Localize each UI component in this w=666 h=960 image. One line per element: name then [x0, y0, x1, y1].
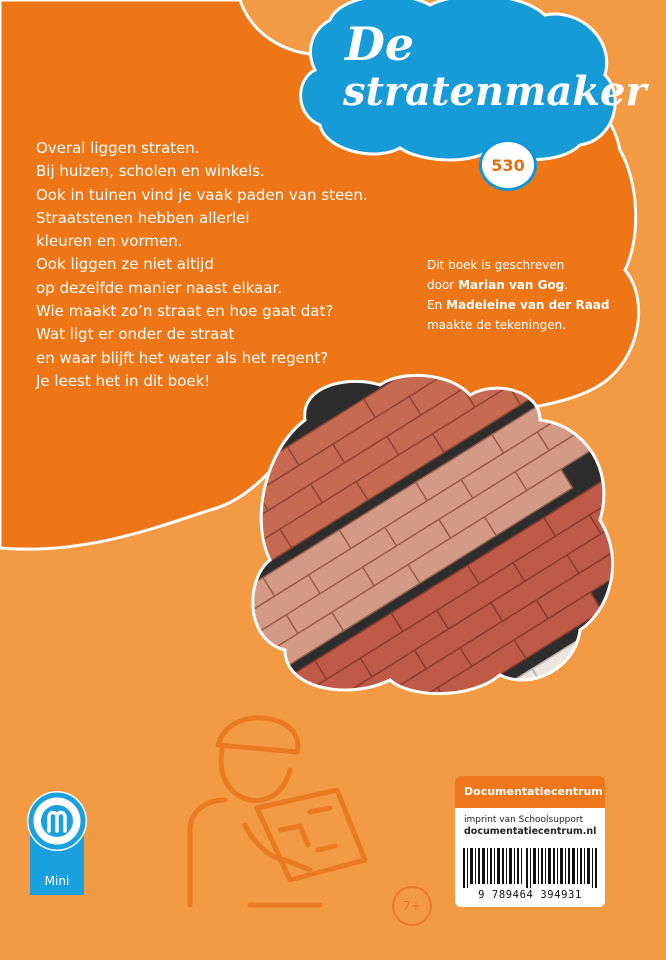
- title-line-1: De: [345, 17, 415, 71]
- series-logo: [26, 775, 88, 895]
- blurb-line: Straatstenen hebben allerlei: [36, 208, 250, 227]
- credits: [427, 255, 610, 335]
- worker-with-plan-icon: [190, 718, 365, 905]
- number-badge: 530: [479, 139, 537, 191]
- imprint-text: imprint van Schoolsupport: [464, 815, 584, 825]
- credits-line-1: Dit boek is geschreven: [427, 258, 565, 272]
- blurb-line: Ook in tuinen vind je vaak paden van steen.: [36, 185, 368, 204]
- credits-line-2: door Marian van Gog.: [427, 278, 569, 292]
- blurb-line: Wat ligt er onder de straat: [36, 325, 235, 344]
- author-name: Marian van Gog: [458, 278, 565, 292]
- blurb-line: op dezelfde manier naast elkaar.: [36, 278, 283, 297]
- blurb-line: Bij huizen, scholen en winkels.: [36, 162, 265, 181]
- title-line-2: stratenmaker: [343, 68, 647, 115]
- blurb-text: [36, 137, 368, 393]
- blurb-line: en waar blijft het water als het regent?: [36, 348, 329, 367]
- age-badge: 7+: [392, 886, 432, 926]
- blurb-line: Je leest het in dit boek!: [36, 371, 211, 390]
- publisher-name: Documentatiecentrum: [455, 776, 605, 808]
- barcode-icon: [463, 848, 597, 888]
- illustrator-name: Madeleine van der Raad: [446, 298, 610, 312]
- publisher-barcode-card: [455, 776, 605, 907]
- credits-line-3: En Madeleine van der Raad: [427, 298, 610, 312]
- publisher-website: documentatiecentrum.nl: [464, 826, 597, 837]
- series-label: Mini: [44, 874, 70, 888]
- blurb-line: Wie maakt zo’n straat en hoe gaat dat?: [36, 302, 334, 321]
- blurb-line: Overal liggen straten.: [36, 139, 200, 157]
- blurb-line: Ook liggen ze niet altijd: [36, 255, 214, 274]
- book-title: [343, 17, 647, 116]
- credits-line-4: maakte de tekeningen.: [427, 318, 567, 332]
- blurb-line: kleuren en vormen.: [36, 232, 183, 251]
- isbn-number: 9 789464 394931: [478, 889, 582, 901]
